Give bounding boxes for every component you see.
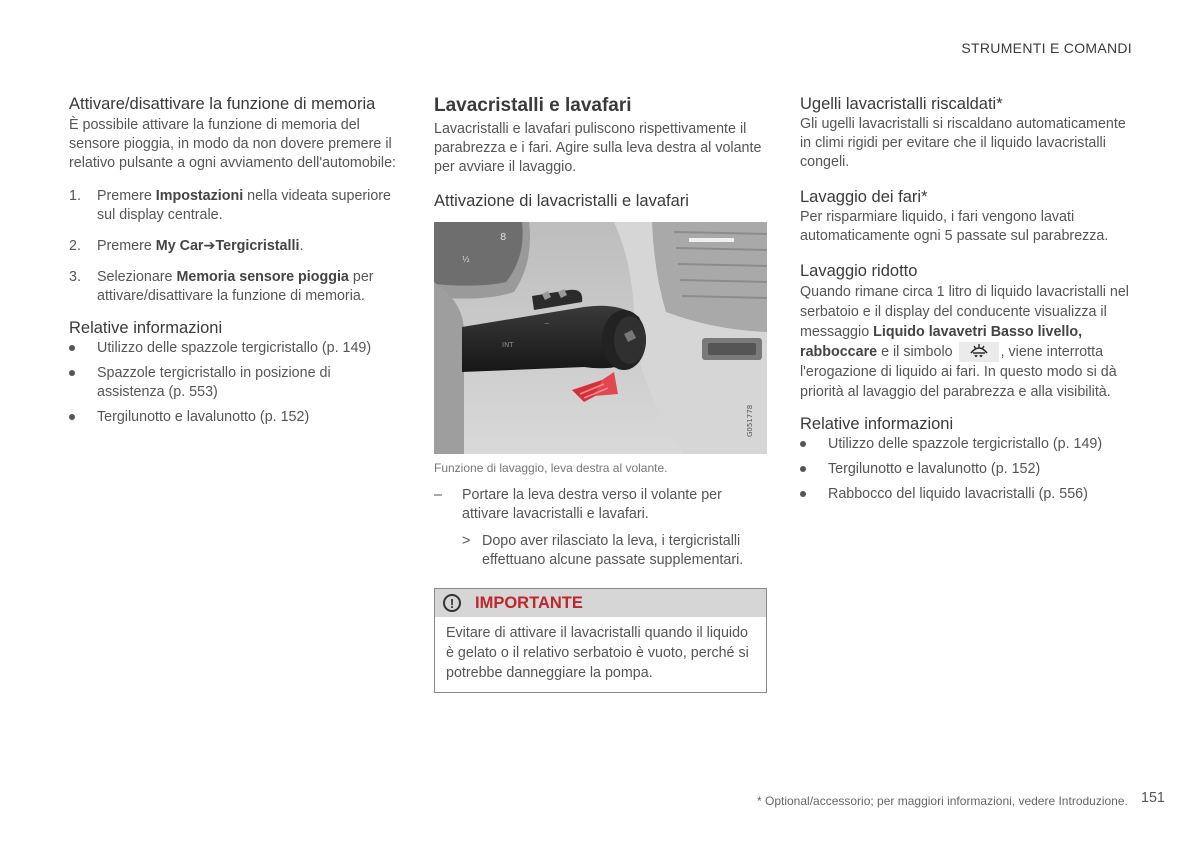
washer-heading: Lavacristalli e lavafari bbox=[434, 95, 632, 116]
wipers-label: Tergicristalli bbox=[215, 238, 300, 254]
bullet-icon bbox=[800, 491, 806, 497]
svg-text:8: 8 bbox=[500, 232, 507, 243]
bullet-icon bbox=[69, 414, 75, 420]
instruction-result: > Dopo aver rilasciato la leva, i tergicristalli effettuano alcune passate supplementari. bbox=[462, 533, 744, 568]
stalk-figure bbox=[434, 222, 767, 454]
list-item[interactable]: Utilizzo delle spazzole tergicristallo (p. 149) bbox=[69, 339, 399, 358]
list-item[interactable]: Rabbocco del liquido lavacristalli (p. 556) bbox=[800, 485, 1134, 504]
reduced-wash-text: Quando rimane circa 1 litro di liquido lavacristalli nel serbatoio e il display del conducente visualizza il messaggio Liquido lavavetri Basso livello, rabboccare e il simbolo , viene interrotta l'erogazione di liquido ai fari. In questo modo si dà priorità al lavaggio del parabrezza e alla visibilità. bbox=[800, 284, 1129, 401]
settings-label: Impostazioni bbox=[155, 188, 244, 204]
my-car-label: My Car bbox=[155, 238, 204, 254]
important-text: Evitare di attivare il lavacristalli quando il liquido è gelato o il relativo serbatoio è vuoto, perché si potrebbe danneggiare la pompa. bbox=[446, 625, 749, 681]
important-box bbox=[434, 588, 767, 693]
footnote: * Optional/accessorio; per maggiori informazioni, vedere Introduzione. bbox=[757, 794, 1128, 808]
list-item[interactable]: Spazzole tergicristallo in posizione di assistenza (p. 553) bbox=[69, 364, 399, 402]
svg-text:~: ~ bbox=[544, 320, 550, 328]
warning-icon: ! bbox=[443, 594, 461, 612]
reduced-wash-heading: Lavaggio ridotto bbox=[800, 262, 918, 280]
related-heading-right: Relative informazioni bbox=[800, 415, 954, 434]
important-header bbox=[435, 589, 766, 617]
memory-intro: È possibile attivare la funzione di memoria del sensore pioggia, in modo da non dovere premere il relativo pulsante a ogni avviamento dell'automobile: bbox=[69, 117, 396, 171]
related-heading-left: Relative informazioni bbox=[69, 319, 223, 337]
figure-caption: Funzione di lavaggio, leva destra al volante. bbox=[434, 461, 668, 475]
steering-stalk-illustration bbox=[434, 222, 767, 454]
rain-sensor-memory-label: Memoria sensore pioggia bbox=[176, 269, 349, 285]
page-number: 151 bbox=[1141, 790, 1165, 806]
arrow-right-icon: ➔ bbox=[203, 238, 216, 254]
step-2: 2. Premere My Car➔Tergicristalli. bbox=[69, 238, 304, 254]
column-right bbox=[800, 94, 1134, 510]
step-1: 1. Premere Impostazioni nella videata superiore sul display centrale. bbox=[69, 188, 391, 223]
figure-code: G051778 bbox=[746, 404, 754, 437]
list-item[interactable]: Tergilunotto e lavalunotto (p. 152) bbox=[800, 460, 1134, 479]
list-item[interactable]: Tergilunotto e lavalunotto (p. 152) bbox=[69, 408, 399, 427]
svg-text:½: ½ bbox=[462, 255, 470, 264]
memory-heading: Attivare/disattivare la funzione di memoria bbox=[69, 95, 376, 113]
related-list-right bbox=[800, 435, 1134, 504]
list-item[interactable]: Utilizzo delle spazzole tergicristallo (p. 149) bbox=[800, 435, 1134, 454]
washer-fluid-icon bbox=[959, 342, 999, 362]
bullet-icon bbox=[800, 441, 806, 447]
headlamp-wash-heading: Lavaggio dei fari* bbox=[800, 188, 928, 206]
instruction-item: – Portare la leva destra verso il volante per attivare lavacristalli e lavafari. bbox=[434, 487, 722, 522]
svg-text:INT: INT bbox=[502, 341, 514, 349]
important-title: IMPORTANTE bbox=[475, 593, 583, 612]
bullet-icon bbox=[800, 466, 806, 472]
column-middle bbox=[434, 94, 767, 693]
section-header: STRUMENTI E COMANDI bbox=[961, 40, 1132, 56]
related-list-left bbox=[69, 339, 399, 427]
heated-nozzles-heading: Ugelli lavacristalli riscaldati* bbox=[800, 95, 1003, 113]
bullet-icon bbox=[69, 345, 75, 351]
memory-steps bbox=[69, 187, 399, 306]
column-left bbox=[69, 94, 399, 433]
headlamp-wash-text: Per risparmiare liquido, i fari vengono lavati automaticamente ogni 5 passate sul parabrezza. bbox=[800, 209, 1109, 244]
bullet-icon bbox=[69, 370, 75, 376]
heated-nozzles-text: Gli ugelli lavacristalli si riscaldano automaticamente in climi rigidi per evitare che il liquido lavacristalli congeli. bbox=[800, 116, 1126, 170]
low-fluid-message: Liquido lavavetri Basso livello, rabboccare bbox=[800, 324, 1083, 360]
activation-heading: Attivazione di lavacristalli e lavafari bbox=[434, 192, 689, 210]
washer-intro: Lavacristalli e lavafari puliscono rispettivamente il parabrezza e i fari. Agire sulla leva destra al volante per avviare il lavaggio. bbox=[434, 121, 762, 175]
step-3: 3. Selezionare Memoria sensore pioggia per attivare/disattivare la funzione di memoria. bbox=[69, 269, 374, 304]
